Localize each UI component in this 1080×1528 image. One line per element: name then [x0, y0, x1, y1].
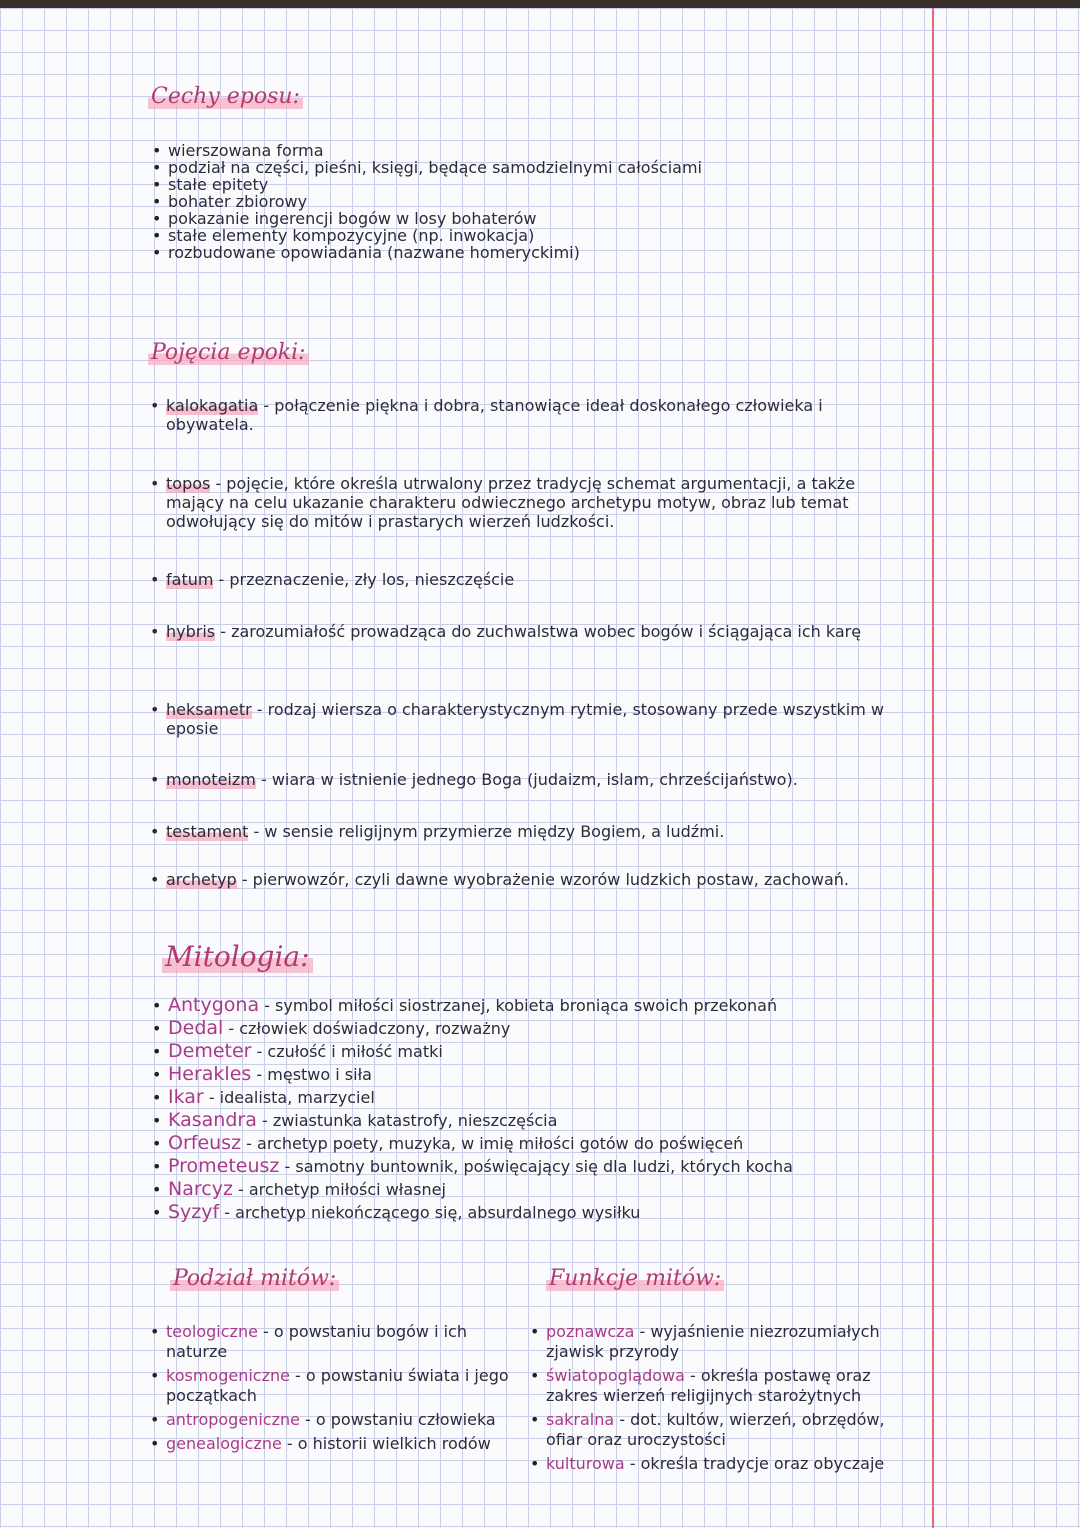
definition-topos: • topos - pojęcie, które określa utrwalony przez tradycję schemat argumentacji, a także mający na celu ukazanie charakteru odwiecznego archetypu motyw, obraz lub temat odwołujący się do mitów i prastarych wierzeń ludzkości. — [150, 474, 916, 531]
list-item: • kulturowa - określa tradycje oraz obyczaje — [530, 1454, 920, 1474]
list-item: • stałe epitety — [152, 176, 852, 193]
definition-monoteizm: • monoteizm - wiara w istnienie jednego Boga (judaizm, islam, chrześcijaństwo). — [150, 770, 906, 789]
definition-kalokagatia: • kalokagatia - połączenie piękna i dobra, stanowiące ideał doskonałego człowieka i obywatela. — [150, 396, 906, 434]
heading-funkcje-mitow: Funkcje mitów: — [546, 1266, 724, 1291]
heading-podzial-mitow: Podział mitów: — [170, 1266, 339, 1291]
heading-cechy-eposu: Cechy eposu: — [148, 84, 303, 109]
definition-archetyp: • archetyp - pierwowzór, czyli dawne wyobrażenie wzorów ludzkich postaw, zachowań. — [150, 870, 926, 889]
list-item: • antropogeniczne - o powstaniu człowieka — [150, 1410, 510, 1430]
funkcje-list — [530, 1322, 920, 1474]
list-item: • wierszowana forma — [152, 142, 852, 159]
list-item: • teologiczne - o powstaniu bogów i ich naturze — [150, 1322, 510, 1362]
list-item: • poznawcza - wyjaśnienie niezrozumiałych zjawisk przyrody — [530, 1322, 920, 1362]
list-item: • genealogiczne - o historii wielkich rodów — [150, 1434, 510, 1454]
list-item: • sakralna - dot. kultów, wierzeń, obrzędów, ofiar oraz uroczystości — [530, 1410, 920, 1450]
list-item: • kosmogeniczne - o powstaniu świata i jego początkach — [150, 1366, 510, 1406]
list-item: • podział na części, pieśni, księgi, będące samodzielnymi całościami — [152, 159, 852, 176]
list-item: • Syzyf - archetyp niekończącego się, absurdalnego wysiłku — [152, 1201, 912, 1224]
list-item: • Narcyz - archetyp miłości własnej — [152, 1178, 912, 1201]
list-item: • Dedal - człowiek doświadczony, rozważny — [152, 1017, 912, 1040]
mitologia-list — [152, 994, 912, 1224]
podzial-list — [150, 1322, 510, 1454]
list-item: • Kasandra - zwiastunka katastrofy, nieszczęścia — [152, 1109, 912, 1132]
list-item: • Demeter - czułość i miłość matki — [152, 1040, 912, 1063]
list-item: • pokazanie ingerencji bogów w losy bohaterów — [152, 210, 852, 227]
definition-testament: • testament - w sensie religijnym przymierze między Bogiem, a ludźmi. — [150, 822, 906, 841]
list-item: • Antygona - symbol miłości siostrzanej, kobieta broniąca swoich przekonań — [152, 994, 912, 1017]
list-item: • rozbudowane opowiadania (nazwane homeryckimi) — [152, 244, 852, 261]
list-item: • Orfeusz - archetyp poety, muzyka, w imię miłości gotów do poświęceń — [152, 1132, 912, 1155]
list-item: • Prometeusz - samotny buntownik, poświęcający się dla ludzi, których kocha — [152, 1155, 912, 1178]
definition-fatum: • fatum - przeznaczenie, zły los, nieszczęście — [150, 570, 906, 589]
list-item: • Herakles - męstwo i siła — [152, 1063, 912, 1086]
cechy-list — [152, 142, 852, 261]
list-item: • światopoglądowa - określa postawę oraz zakres wierzeń religijnych starożytnych — [530, 1366, 920, 1406]
list-item: • Ikar - idealista, marzyciel — [152, 1086, 912, 1109]
definition-heksametr: • heksametr - rodzaj wiersza o charakterystycznym rytmie, stosowany przede wszystkim w eposie — [150, 700, 916, 738]
heading-pojecia-epoki: Pojęcia epoki: — [148, 340, 309, 365]
list-item: • bohater zbiorowy — [152, 193, 852, 210]
definition-hybris: • hybris - zarozumiałość prowadząca do zuchwalstwa wobec bogów i ściągająca ich karę — [150, 622, 906, 641]
heading-mitologia: Mitologia: — [162, 940, 313, 973]
list-item: • stałe elementy kompozycyjne (np. inwokacja) — [152, 227, 852, 244]
